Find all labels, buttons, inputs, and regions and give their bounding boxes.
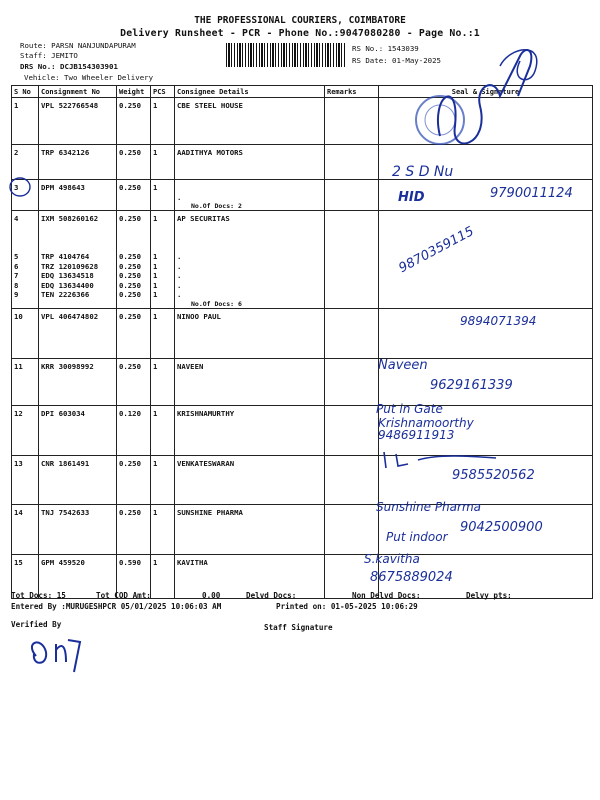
row4-phone: 9870359115 [396, 224, 477, 277]
consignment-number [39, 405, 117, 455]
row11-phone: 9629161339 [430, 378, 513, 393]
consignment-number-line: VPL 406474802 [41, 311, 99, 321]
pieces-line: 1 [153, 148, 158, 157]
col-header: Remarks [325, 86, 379, 98]
serial-number-line: 15 [14, 557, 23, 567]
total-docs: Tot Docs: 15 [11, 591, 66, 600]
route: Route: PARSN NANJUNDAPURAM [20, 41, 136, 50]
consignee-details [175, 308, 325, 358]
weight-line: 0.590 [119, 557, 141, 567]
remarks [325, 180, 379, 211]
serial-number [12, 358, 39, 405]
consignee-name [177, 183, 322, 193]
pieces-line: 1 [153, 271, 158, 280]
serial-number-line: 14 [14, 507, 23, 517]
consignee-name: NAVEEN [177, 361, 204, 371]
serial-number-line: 6 [14, 261, 19, 271]
consignment-number [39, 504, 117, 554]
pieces-line [153, 243, 172, 253]
consignee-dot: . [177, 280, 182, 290]
pieces-line: 1 [153, 290, 158, 299]
consignment-number-line: CNR 1861491 [41, 458, 90, 468]
serial-number-line: 1 [14, 101, 19, 110]
serial-number-line: 2 [14, 148, 19, 157]
row14-note: Put indoor [386, 530, 448, 544]
consignment-number [39, 180, 117, 211]
pieces-line: 1 [153, 183, 158, 192]
consignment-number [39, 455, 117, 504]
consignee-dot [177, 233, 322, 243]
serial-number [12, 405, 39, 455]
consignment-number-line: IXM 508260162 [41, 214, 99, 223]
consignment-number-line [41, 224, 114, 234]
consignee-dot [177, 243, 322, 253]
remarks [325, 455, 379, 504]
consignee-name: CBE STEEL HOUSE [177, 101, 243, 110]
weight-line [119, 224, 148, 234]
row15-name: S.kavitha [364, 552, 420, 566]
remarks [325, 504, 379, 554]
row11-name: Naveen [378, 358, 428, 373]
serial-number-line: 9 [14, 290, 19, 299]
consignee-name: KAVITHA [177, 557, 208, 567]
non-delivered-docs: Non Delvd Docs: [352, 591, 421, 600]
remarks [325, 211, 379, 309]
pieces-line: 1 [153, 311, 158, 321]
consignment-number-line: TRP 4104764 [41, 252, 90, 261]
remarks [325, 405, 379, 455]
consignment-number-line: GPM 459520 [41, 557, 85, 567]
pieces [151, 145, 175, 180]
serial-number-line [14, 224, 36, 234]
consignee-details [175, 455, 325, 504]
pieces-line [153, 233, 172, 243]
consignment-number-line: VPL 522766548 [41, 101, 99, 110]
row14-name: Sunshine Pharma [376, 500, 481, 514]
consignee-details [175, 180, 325, 211]
serial-number-line: 12 [14, 408, 23, 418]
pieces-line: 1 [153, 507, 158, 517]
pieces-line: 1 [153, 361, 158, 371]
weight-line: 0.250 [119, 183, 141, 192]
serial-number-line: 3 [14, 183, 19, 192]
consignee-details [175, 405, 325, 455]
row1-signature [400, 36, 550, 166]
consignee-details [175, 211, 325, 309]
row3-initials: 2 S D Nu [392, 164, 454, 180]
weight [117, 180, 151, 211]
table-row [12, 211, 593, 309]
weight [117, 358, 151, 405]
weight-line: 0.250 [119, 458, 141, 468]
pieces [151, 358, 175, 405]
rs-number: RS No.: 1543039 [352, 44, 419, 53]
consignee-details [175, 145, 325, 180]
consignee-name: SUNSHINE PHARMA [177, 507, 243, 517]
serial-number-line: 8 [14, 280, 19, 290]
consignment-number [39, 98, 117, 145]
remarks [325, 308, 379, 358]
weight [117, 308, 151, 358]
consignment-number-line [41, 243, 114, 253]
row13-phone: 9585520562 [452, 468, 535, 483]
consignment-number-line: DPI 603034 [41, 408, 85, 418]
consignment-number-line: TRP 6342126 [41, 148, 90, 157]
col-header: Seal & Signature [379, 86, 593, 98]
row15-phone: 8675889024 [370, 570, 453, 585]
weight-line: 0.250 [119, 148, 141, 157]
serial-number-line: 13 [14, 458, 23, 468]
pieces-line: 1 [153, 280, 158, 290]
weight-line [119, 233, 148, 243]
weight [117, 455, 151, 504]
consignment-number [39, 308, 117, 358]
pieces-line: 1 [153, 101, 158, 110]
verifier-signature [22, 632, 92, 676]
entered-by: Entered By :MURUGESHPCR 05/01/2025 10:06:03 AM [11, 602, 222, 611]
pieces-line: 1 [153, 458, 158, 468]
weight-line: 0.250 [119, 290, 141, 299]
delivered-docs: Delvd Docs: [246, 591, 297, 600]
weight-line: 0.250 [119, 507, 141, 517]
pieces-line: 1 [153, 214, 158, 223]
number-of-docs: No.Of Docs: 6 [191, 299, 242, 308]
serial-number-line: 7 [14, 271, 19, 280]
serial-number [12, 455, 39, 504]
serial-number-line: 5 [14, 252, 19, 261]
consignment-number-line [41, 233, 114, 243]
consignee-name: AP SECURITAS [177, 214, 230, 223]
serial-number [12, 211, 39, 309]
weight [117, 98, 151, 145]
weight-line: 0.250 [119, 361, 141, 371]
weight [117, 211, 151, 309]
staff-signature-label: Staff Signature [264, 623, 333, 632]
row3-phone: 9790011124 [490, 186, 573, 201]
pieces [151, 98, 175, 145]
delivery-points: Delvy pts: [466, 591, 512, 600]
verified-by-label: Verified By [11, 620, 62, 629]
weight-line: 0.250 [119, 214, 141, 223]
consignee-details [175, 98, 325, 145]
row3-circle-mark [8, 176, 32, 198]
consignee-dot: . [177, 192, 182, 202]
drs-number: DRS No.: DCJB154303901 [20, 62, 118, 71]
weight-line: 0.250 [119, 311, 141, 321]
consignment-number-line: TNJ 7542633 [41, 507, 90, 517]
weight [117, 145, 151, 180]
serial-number-line: 4 [14, 214, 19, 223]
pieces [151, 180, 175, 211]
pieces-line: 1 [153, 557, 158, 567]
serial-number [12, 98, 39, 145]
weight-line: 0.250 [119, 261, 141, 271]
weight-line: 0.250 [119, 280, 141, 290]
serial-number [12, 145, 39, 180]
consignee-dot [177, 224, 322, 234]
total-cod-value: 0.00 [202, 591, 221, 600]
consignment-number-line: TEN 2226366 [41, 290, 90, 299]
col-header: S No [12, 86, 39, 98]
row10-phone: 9894071394 [460, 314, 537, 328]
barcode [226, 43, 346, 67]
pieces [151, 455, 175, 504]
remarks [325, 98, 379, 145]
weight-line [119, 243, 148, 253]
consignee-details [175, 504, 325, 554]
row12-note: Put in Gate [376, 402, 443, 416]
weight [117, 504, 151, 554]
pieces-line: 1 [153, 261, 158, 271]
pieces [151, 504, 175, 554]
consignment-number-line: TRZ 120109628 [41, 261, 99, 271]
pieces [151, 554, 175, 598]
serial-number-line: 10 [14, 311, 23, 321]
consignment-number-line: EDQ 13634400 [41, 280, 94, 290]
consignee-details [175, 358, 325, 405]
serial-number [12, 504, 39, 554]
rs-date: RS Date: 01-May-2025 [352, 56, 441, 65]
consignee-dot: . [177, 261, 182, 271]
pieces [151, 308, 175, 358]
remarks [325, 145, 379, 180]
weight-line: 0.250 [119, 252, 141, 261]
weight-line: 0.250 [119, 101, 141, 110]
row3-hid: HID [398, 190, 425, 205]
consignment-number-line: KRR 30098992 [41, 361, 94, 371]
runsheet-title: Delivery Runsheet - PCR - Phone No.:9047080280 - Page No.:1 [120, 28, 480, 39]
pieces-line [153, 224, 172, 234]
row12-phone: 9486911913 [378, 428, 455, 442]
consignee-name: AADITHYA MOTORS [177, 148, 243, 157]
consignee-dot: . [177, 290, 182, 299]
pieces-line: 1 [153, 408, 158, 418]
consignee-dot: . [177, 252, 182, 261]
consignee-name: VENKATESWARAN [177, 458, 235, 468]
pieces [151, 405, 175, 455]
serial-number [12, 308, 39, 358]
number-of-docs: No.Of Docs: 2 [191, 202, 242, 210]
remarks [325, 358, 379, 405]
weight [117, 405, 151, 455]
serial-number-line: 11 [14, 361, 23, 371]
weight-line: 0.120 [119, 408, 141, 418]
consignment-number-line: EDQ 13634518 [41, 271, 94, 280]
vehicle: Vehicle: Two Wheeler Delivery [24, 73, 154, 82]
consignment-number [39, 358, 117, 405]
staff: Staff: JEMITO [20, 51, 78, 60]
row12-name: Krishnamoorthy [378, 416, 474, 430]
col-header: Weight [117, 86, 151, 98]
total-cod-label: Tot COD Amt: [96, 591, 151, 600]
col-header: PCS [151, 86, 175, 98]
row14-phone: 9042500900 [460, 520, 543, 535]
col-header: Consignment No [39, 86, 117, 98]
serial-number-line [14, 243, 36, 253]
printed-on: Printed on: 01-05-2025 10:06:29 [276, 602, 418, 611]
pieces-line: 1 [153, 252, 158, 261]
consignment-number-line: DPM 498643 [41, 183, 85, 192]
consignee-dot: . [177, 271, 182, 280]
company-name: THE PROFESSIONAL COURIERS, COIMBATORE [194, 15, 406, 26]
pieces [151, 211, 175, 309]
consignment-number [39, 211, 117, 309]
col-header: Consignee Details [175, 86, 325, 98]
consignee-name: KRISHNAMURTHY [177, 408, 235, 418]
consignee-name: NINOO PAUL [177, 311, 221, 321]
weight-line: 0.250 [119, 271, 141, 280]
serial-number-line [14, 233, 36, 243]
consignment-number [39, 145, 117, 180]
